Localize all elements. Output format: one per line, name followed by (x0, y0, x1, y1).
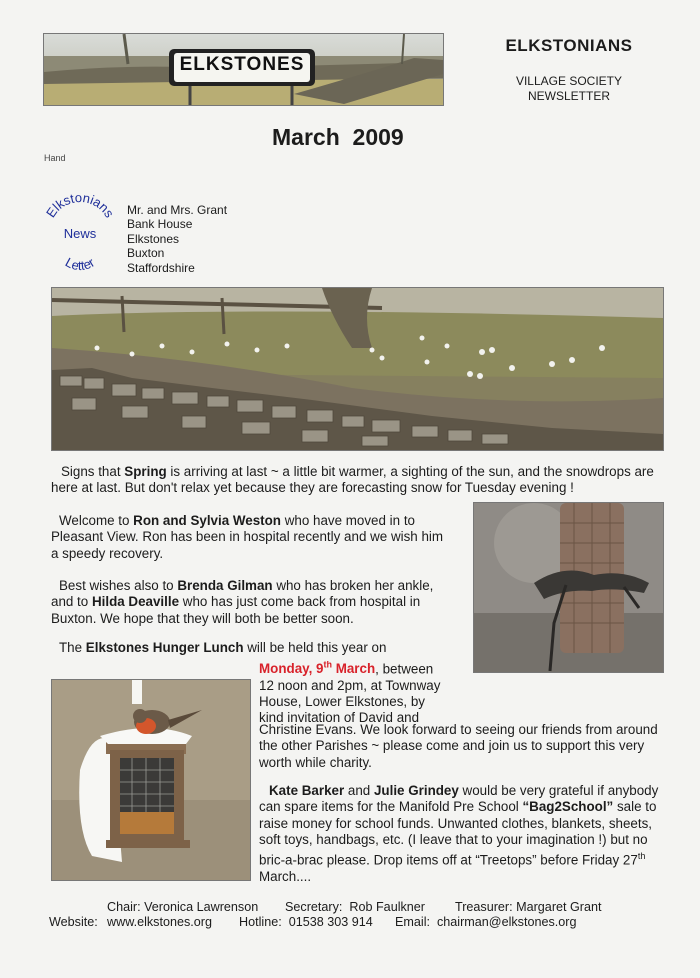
footer-chair: Chair: Veronica Lawrenson (107, 900, 259, 914)
bold-text: Ron and Sylvia Weston (133, 513, 281, 528)
address-line: Mr. and Mrs. Grant (127, 203, 228, 217)
bold-text: Julie Grindey (373, 783, 459, 798)
article-hunger-lunch-line1: The Elkstones Hunger Lunch will be held this year on (59, 640, 387, 655)
lunch-date: Monday, 9th March (259, 660, 376, 677)
logo-word-elkstonians: Elkstonians (44, 194, 116, 221)
svg-text:Letter (63, 254, 98, 272)
article-best-wishes: Best wishes also to Brenda Gilman who has broken her ankle, and to Hilda Deaville who has just come back from hospital in Buxton. We hope that they will both be better soon. (51, 578, 434, 626)
address-line: Buxton (127, 246, 165, 261)
article-welcome: Welcome to Ron and Sylvia Weston who have moved in to Pleasant View. Ron has been in hospital recently and we wish him a speedy recovery. (51, 513, 444, 561)
robin-feeder-photo (51, 679, 251, 881)
bold-text: Elkstones Hunger Lunch (85, 640, 244, 655)
newsletter-logo (44, 194, 116, 272)
article-bag2school: Kate Barker and Julie Grindey would be very grateful if anybody can spare items for the Manifold Pre School “Bag2School” sale to raise money for school funds. Unwanted clothes, blankets, sheets, soft toys, handbags, etc. (I leave that to your imagination !) but no bric-a-brac please. Drop items off at “Treetops” before Friday 27th March.... (259, 783, 659, 884)
bold-text: Hilda Deaville (91, 594, 180, 610)
footer-secretary: Secretary: Rob Faulkner (285, 900, 425, 914)
article-spring: Signs that Spring is arriving at last ~ a little bit warmer, a sighting of the sun, and the snowdrops are here at last. But don't relax yet because they are forecasting snow for Tuesday evening ! (51, 464, 654, 496)
footer-hotline: Hotline: 01538 303 914 (239, 915, 373, 929)
svg-text:Elkstonians (44, 194, 116, 221)
address-line: Bank House (127, 217, 193, 232)
logo-word-news: News (63, 226, 97, 241)
society-name: ELKSTONIANS (505, 36, 633, 55)
society-subtitle-1: VILLAGE SOCIETY (515, 74, 623, 88)
society-subtitle-2: NEWSLETTER (527, 89, 610, 103)
footer-email[interactable]: Email: chairman@elkstones.org (395, 915, 577, 929)
logo-word-letter: Letter (62, 254, 98, 272)
snowdrops-wall-photo (51, 287, 664, 451)
address-block (127, 203, 227, 275)
footer-website-link[interactable]: www.elkstones.org (107, 915, 212, 929)
article-hunger-lunch-wrap: Monday, 9th March, between 12 noon and 2pm, at Townway House, Lower Elkstones, by kind invitation of David and (259, 660, 441, 726)
issue-date: March 2009 (272, 124, 404, 150)
address-line: Elkstones (127, 231, 180, 246)
bird-feeder-photo (473, 502, 664, 673)
delivery-note: Hand (44, 153, 66, 163)
bold-text: “Bag2School” (522, 799, 614, 815)
bold-text: Brenda Gilman (177, 578, 273, 593)
footer-website-label: Website: (49, 915, 98, 929)
village-sign-text: ELKSTONES (179, 54, 305, 75)
footer-treasurer: Treasurer: Margaret Grant (455, 900, 602, 914)
address-line: Staffordshire (127, 260, 195, 275)
article-hunger-lunch-rest: Christine Evans. We look forward to seeing our friends from around the other Parishes ~ please come and join us to support this very worth while charity. (259, 722, 658, 770)
bold-text: Spring (124, 464, 167, 479)
bold-text: Kate Barker (269, 783, 345, 798)
header-sign-photo (43, 33, 444, 106)
